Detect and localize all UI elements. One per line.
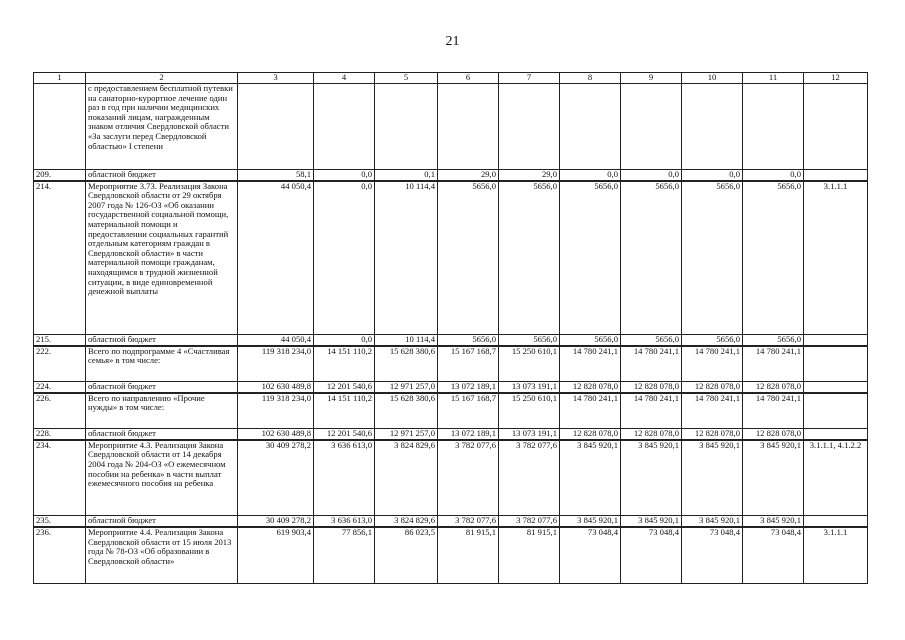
- target-ref: [804, 393, 868, 429]
- row-value: 12 971 257,0: [375, 382, 438, 393]
- row-value: 12 828 078,0: [743, 382, 804, 393]
- row-value: 15 167 168,7: [438, 393, 499, 429]
- row-number: 226.: [34, 393, 86, 429]
- row-value: 5656,0: [682, 181, 743, 335]
- row-value: 3 636 613,0: [314, 440, 375, 516]
- row-value: 14 780 241,1: [682, 393, 743, 429]
- row-value: 619 903,4: [238, 527, 314, 584]
- row-value: 5656,0: [621, 335, 682, 346]
- row-value: 13 073 191,1: [499, 382, 560, 393]
- row-number: 235.: [34, 516, 86, 527]
- row-value: 5656,0: [621, 181, 682, 335]
- row-value: 5656,0: [743, 181, 804, 335]
- row-value: 73 048,4: [621, 527, 682, 584]
- row-value: 15 628 380,6: [375, 346, 438, 382]
- row-value: 15 167 168,7: [438, 346, 499, 382]
- budget-table: [33, 72, 868, 584]
- column-number: 5: [375, 73, 438, 84]
- row-value: 3 845 920,1: [743, 440, 804, 516]
- row-value: 5656,0: [438, 335, 499, 346]
- row-value: [375, 84, 438, 170]
- row-description: областной бюджет: [86, 382, 238, 393]
- row-value: 44 050,4: [238, 181, 314, 335]
- row-value: 15 250 610,1: [499, 393, 560, 429]
- row-value: 3 782 077,6: [499, 516, 560, 527]
- column-number: 4: [314, 73, 375, 84]
- column-number: 1: [34, 73, 86, 84]
- row-value: 3 782 077,6: [438, 440, 499, 516]
- table-row: [34, 429, 868, 440]
- row-value: 0,1: [375, 170, 438, 181]
- row-number: 209.: [34, 170, 86, 181]
- row-value: 102 630 489,8: [238, 429, 314, 440]
- target-ref: [804, 84, 868, 170]
- target-ref: 3.1.1.1, 4.1.2.2: [804, 440, 868, 516]
- row-value: 14 780 241,1: [743, 346, 804, 382]
- row-value: 5656,0: [560, 335, 621, 346]
- row-value: 14 780 241,1: [560, 393, 621, 429]
- column-number: 3: [238, 73, 314, 84]
- row-number: 234.: [34, 440, 86, 516]
- row-value: 119 318 234,0: [238, 346, 314, 382]
- row-value: 29,0: [438, 170, 499, 181]
- row-value: 14 780 241,1: [682, 346, 743, 382]
- row-value: 13 072 189,1: [438, 382, 499, 393]
- table-row: [34, 84, 868, 170]
- row-value: 5656,0: [743, 335, 804, 346]
- target-ref: [804, 170, 868, 181]
- row-value: 13 073 191,1: [499, 429, 560, 440]
- row-value: [743, 84, 804, 170]
- row-number: 214.: [34, 181, 86, 335]
- column-number: 2: [86, 73, 238, 84]
- target-ref: [804, 346, 868, 382]
- row-value: 15 250 610,1: [499, 346, 560, 382]
- row-value: 13 072 189,1: [438, 429, 499, 440]
- column-number: 10: [682, 73, 743, 84]
- row-value: 0,0: [682, 170, 743, 181]
- row-value: [314, 84, 375, 170]
- row-value: 102 630 489,8: [238, 382, 314, 393]
- row-value: 14 780 241,1: [621, 393, 682, 429]
- row-value: 12 201 540,6: [314, 382, 375, 393]
- column-number: 6: [438, 73, 499, 84]
- row-number: 222.: [34, 346, 86, 382]
- target-ref: [804, 516, 868, 527]
- row-value: 5656,0: [499, 181, 560, 335]
- row-number: 236.: [34, 527, 86, 584]
- row-value: 81 915,1: [499, 527, 560, 584]
- row-value: 14 780 241,1: [560, 346, 621, 382]
- row-value: 12 828 078,0: [682, 429, 743, 440]
- row-value: 29,0: [499, 170, 560, 181]
- row-value: 3 782 077,6: [499, 440, 560, 516]
- row-value: 12 971 257,0: [375, 429, 438, 440]
- row-description: Мероприятие 3.73. Реализация Закона Свердловской области от 29 октября 2007 года № 126-ОЗ «Об оказании государственной социальной помощи, материальной помощи и предоставлении социальных гарантий отдельным категориям граждан в Свердловской области» в части материальной помощи гражданам, находящимся в трудной жизненной ситуации, в виде единовременной денежной выплаты: [86, 181, 238, 335]
- row-value: [621, 84, 682, 170]
- row-value: 3 845 920,1: [621, 516, 682, 527]
- row-value: 58,1: [238, 170, 314, 181]
- row-description: Мероприятие 4.4. Реализация Закона Свердловской области от 15 июля 2013 года № 78-ОЗ «Об образовании в Свердловской области»: [86, 527, 238, 584]
- row-value: 3 845 920,1: [621, 440, 682, 516]
- row-value: 44 050,4: [238, 335, 314, 346]
- row-value: 14 151 110,2: [314, 346, 375, 382]
- target-ref: [804, 335, 868, 346]
- row-description: областной бюджет: [86, 516, 238, 527]
- row-description: областной бюджет: [86, 170, 238, 181]
- row-value: 3 845 920,1: [743, 516, 804, 527]
- row-value: 86 023,5: [375, 527, 438, 584]
- row-number: [34, 84, 86, 170]
- row-value: 15 628 380,6: [375, 393, 438, 429]
- table-row: [34, 393, 868, 429]
- row-value: 12 201 540,6: [314, 429, 375, 440]
- row-value: 3 824 829,6: [375, 440, 438, 516]
- row-value: 14 780 241,1: [621, 346, 682, 382]
- row-value: 5656,0: [560, 181, 621, 335]
- column-number: 7: [499, 73, 560, 84]
- row-value: 0,0: [621, 170, 682, 181]
- row-value: 12 828 078,0: [560, 382, 621, 393]
- row-value: 5656,0: [682, 335, 743, 346]
- column-number: 11: [743, 73, 804, 84]
- row-value: 3 782 077,6: [438, 516, 499, 527]
- row-value: 119 318 234,0: [238, 393, 314, 429]
- row-value: 3 636 613,0: [314, 516, 375, 527]
- row-value: 0,0: [314, 181, 375, 335]
- row-value: 12 828 078,0: [743, 429, 804, 440]
- table-row: [34, 346, 868, 382]
- row-value: 10 114,4: [375, 181, 438, 335]
- row-value: [682, 84, 743, 170]
- column-number: 12: [804, 73, 868, 84]
- row-value: 5656,0: [438, 181, 499, 335]
- row-value: 3 845 920,1: [560, 440, 621, 516]
- row-value: 3 845 920,1: [560, 516, 621, 527]
- row-number: 228.: [34, 429, 86, 440]
- row-value: 3 845 920,1: [682, 516, 743, 527]
- row-value: 14 780 241,1: [743, 393, 804, 429]
- column-number: 8: [560, 73, 621, 84]
- table-row: [34, 516, 868, 527]
- row-value: [238, 84, 314, 170]
- row-description: Мероприятие 4.3. Реализация Закона Свердловской области от 14 декабря 2004 года № 204-ОЗ «О ежемесячном пособии на ребенка» в части выплат ежемесячного пособия на ребенка: [86, 440, 238, 516]
- table-row: [34, 382, 868, 393]
- row-value: 14 151 110,2: [314, 393, 375, 429]
- row-value: 12 828 078,0: [682, 382, 743, 393]
- row-value: 12 828 078,0: [621, 382, 682, 393]
- page-number: 21: [445, 34, 460, 49]
- column-number-row: [34, 73, 868, 84]
- row-value: 0,0: [560, 170, 621, 181]
- row-value: 0,0: [314, 170, 375, 181]
- row-value: 73 048,4: [560, 527, 621, 584]
- row-description: областной бюджет: [86, 429, 238, 440]
- row-number: 224.: [34, 382, 86, 393]
- table-row: [34, 440, 868, 516]
- target-ref: [804, 429, 868, 440]
- row-value: 0,0: [314, 335, 375, 346]
- row-description: областной бюджет: [86, 335, 238, 346]
- row-value: [438, 84, 499, 170]
- row-value: [499, 84, 560, 170]
- row-value: 77 856,1: [314, 527, 375, 584]
- table-row: [34, 181, 868, 335]
- row-value: 5656,0: [499, 335, 560, 346]
- row-value: 73 048,4: [743, 527, 804, 584]
- table-row: [34, 335, 868, 346]
- row-value: [560, 84, 621, 170]
- table-row: [34, 170, 868, 181]
- target-ref: [804, 382, 868, 393]
- row-description: Всего по подпрограмме 4 «Счастливая семья» в том числе:: [86, 346, 238, 382]
- row-value: 3 845 920,1: [682, 440, 743, 516]
- row-value: 30 409 278,2: [238, 516, 314, 527]
- row-number: 215.: [34, 335, 86, 346]
- row-value: 12 828 078,0: [560, 429, 621, 440]
- table-row: [34, 527, 868, 584]
- row-value: 30 409 278,2: [238, 440, 314, 516]
- target-ref: 3.1.1.1: [804, 527, 868, 584]
- row-value: 81 915,1: [438, 527, 499, 584]
- row-description: с предоставлением бесплатной путевки на санаторно-курортное лечение один раз в год при наличии медицинских показаний лицам, награжденным знаком отличия Свердловской области «За заслуги перед Свердловской областью» I степени: [86, 84, 238, 170]
- row-value: 12 828 078,0: [621, 429, 682, 440]
- target-ref: 3.1.1.1: [804, 181, 868, 335]
- column-number: 9: [621, 73, 682, 84]
- row-value: 3 824 829,6: [375, 516, 438, 527]
- row-value: 73 048,4: [682, 527, 743, 584]
- row-description: Всего по направлению «Прочие нужды» в том числе:: [86, 393, 238, 429]
- row-value: 10 114,4: [375, 335, 438, 346]
- row-value: 0,0: [743, 170, 804, 181]
